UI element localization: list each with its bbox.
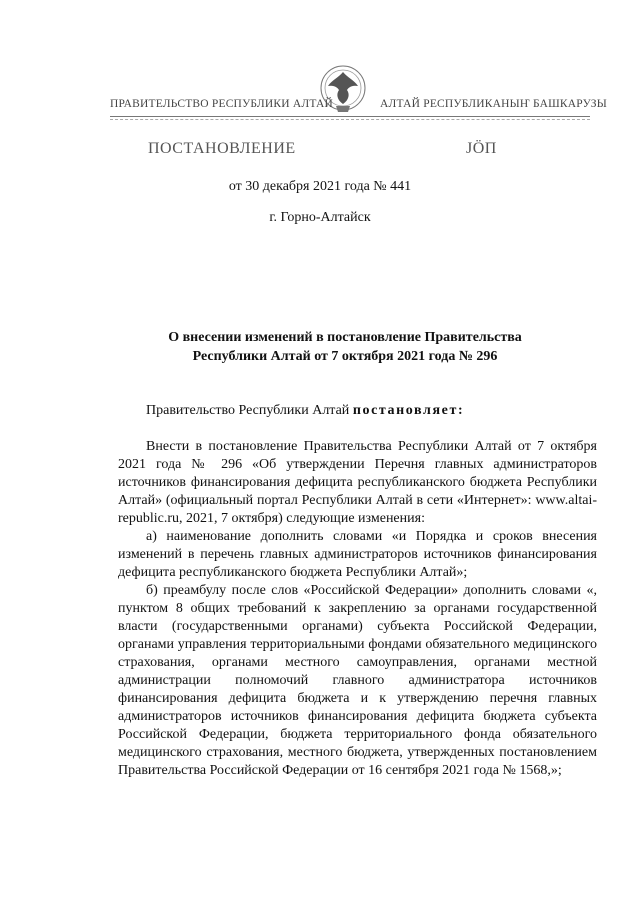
letterhead-right: АЛТАЙ РЕСПУБЛИКАНЫҤ БАШКАРУЗЫ [380,98,607,110]
paragraph-a: а) наименование дополнить словами «и Порядка и сроков внесения изменений в перечень главных администраторов источников финансирования дефицита республиканского бюджета Республики Алтай»; [118,529,597,580]
title-line-2: Республики Алтай от 7 октября 2021 года № 296 [192,349,498,364]
letterhead-rule-dashed [110,119,590,120]
preamble-verb: постановляет: [352,403,465,418]
document-body [118,402,597,780]
preamble-text: Правительство Республики Алтай [146,403,350,418]
letterhead-rule [110,116,590,117]
document-date: от 30 декабря 2021 года № 441 [228,179,412,194]
title-line-1: О внесении изменений в постановление Правительства [168,330,522,345]
coat-of-arms-icon [318,60,368,120]
paragraph-b: б) преамбулу после слов «Российской Федерации» дополнить словами «, пунктом 8 общих требований к закреплению за органами государственной власти (государственными органами) субъекта Российской Федерации, органами управления территориальными фондами обязательного медицинского страхования, органами местного самоуправления, органами местной администрации полномочий главного администратора источников финансирования дефицита бюджета и к утверждению перечня главных администраторов источников финансирования дефицита бюджета субъекта Российской Федерации, бюджета территориального фонда обязательного медицинского страхования, местного бюджета, утвержденных постановлением Правительства Российской Федерации от 16 сентября 2021 года № 1568,»; [118,583,597,778]
paragraph-main: Внести в постановление Правительства Республики Алтай от 7 октября 2021 года № 296 «Об утверждении Перечня главных администраторов источников финансирования дефицита республиканского бюджета Республики Алтай» (официальный портал Республики Алтай в сети «Интернет»: www.altai-republic.ru, 2021, 7 октября) следующие изменения: [118,439,597,526]
document-type: ПОСТАНОВЛЕНИЕ [148,140,296,157]
preamble [118,402,597,420]
letterhead-left: ПРАВИТЕЛЬСТВО РЕСПУБЛИКИ АЛТАЙ [110,98,334,110]
document-title [150,328,540,366]
document-city: г. Горно-Алтайск [269,210,371,225]
document-type-altai: ЈӦП [466,140,497,157]
